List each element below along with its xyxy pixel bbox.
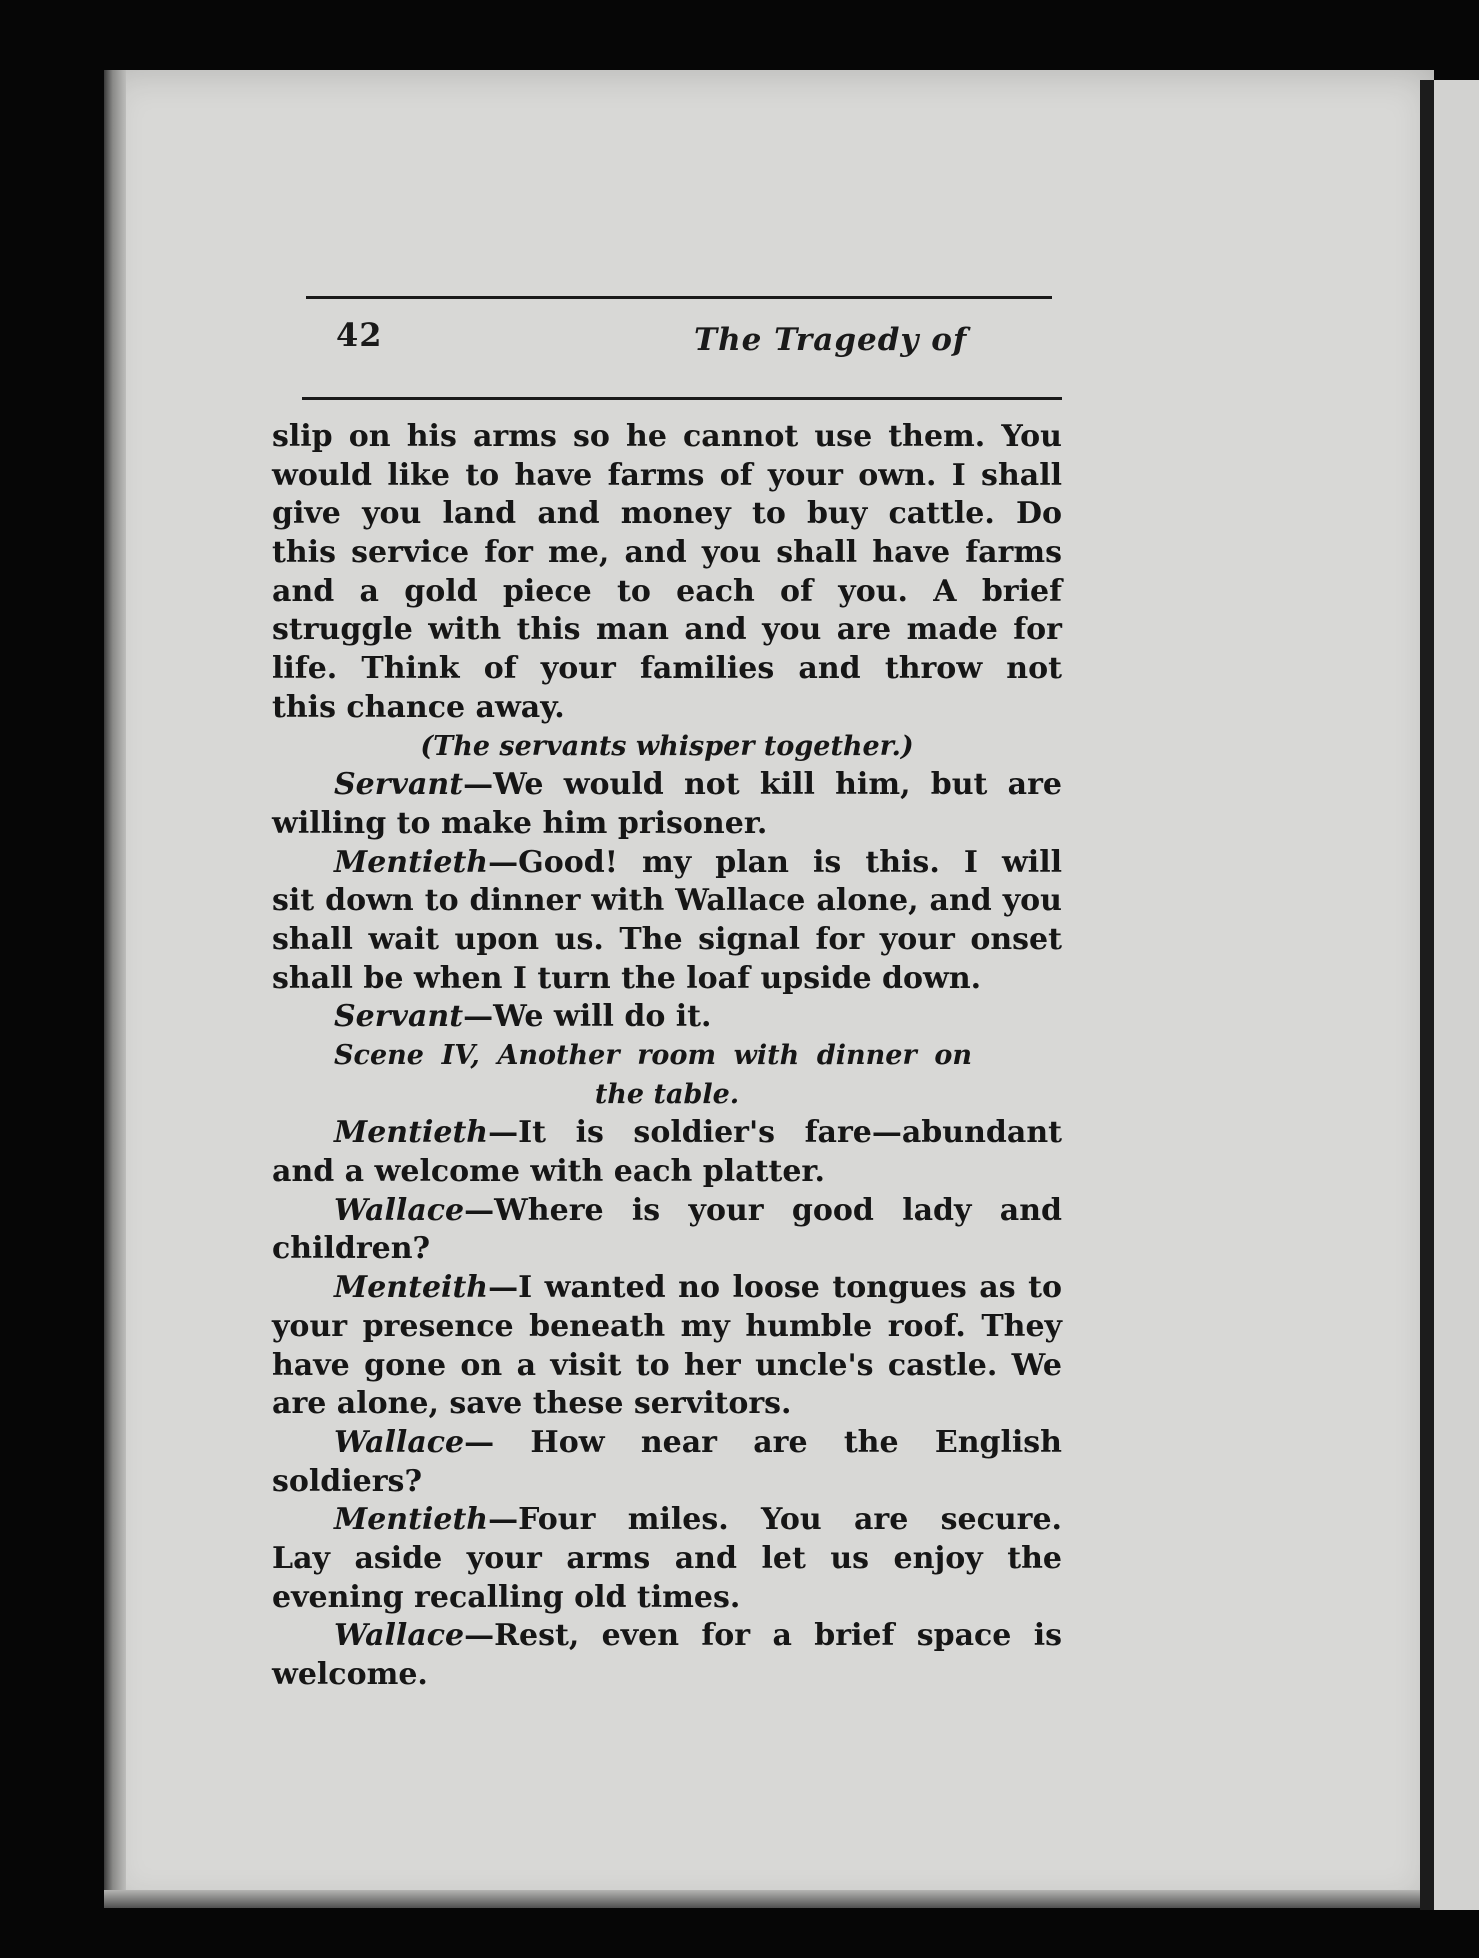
speaker-name: Wallace	[334, 1192, 465, 1228]
speech-line	[272, 1617, 1062, 1656]
text-line: Lay aside your arms and let us enjoy the	[272, 1540, 1062, 1576]
text-line: life. Think of your families and throw not	[272, 651, 1062, 687]
scene-heading: Scene IV, Another room with dinner on	[334, 1040, 972, 1071]
stage-direction: the table.	[594, 1078, 740, 1110]
page-left-edge	[104, 70, 126, 1908]
speaker-name: Wallace	[334, 1618, 465, 1654]
speaker-name: Servant	[334, 767, 464, 803]
speaker-name: Mentieth	[334, 844, 489, 880]
speaker-name: Menteith	[334, 1270, 489, 1306]
text-line: slip on his arms so he cannot use them. You	[272, 419, 1062, 454]
page-number: 42	[336, 316, 383, 354]
header-rule-bottom	[302, 397, 1062, 400]
text-line: have gone on a visit to her uncle's castle. We	[272, 1347, 1062, 1383]
text-line: this service for me, and you shall have farms	[272, 535, 1062, 571]
running-head: The Tragedy of	[694, 322, 968, 358]
speech-line	[272, 1192, 1062, 1231]
speech-text: —Good! my plan is this. I will	[488, 844, 1062, 880]
text-line: shall be when I turn the loaf upside down.	[272, 960, 982, 996]
text-line: children?	[272, 1231, 431, 1267]
speech-text: —Rest, even for a brief space is	[464, 1618, 1062, 1654]
book-binding-edge	[1420, 80, 1434, 1910]
text-line: give you land and money to buy cattle. Do	[272, 496, 1062, 532]
text-line: this chance away.	[272, 689, 565, 725]
speech-line	[272, 844, 1062, 883]
speaker-name: Servant	[334, 999, 464, 1035]
speech-line	[272, 1424, 1062, 1463]
speech-text: —Four miles. You are secure.	[488, 1502, 1062, 1538]
text-line: soldiers?	[272, 1463, 423, 1499]
text-line: and a welcome with each platter.	[272, 1154, 825, 1190]
speaker-name: Wallace	[334, 1424, 465, 1460]
text-line: evening recalling old times.	[272, 1579, 741, 1615]
text-line: and a gold piece to each of you. A brief	[272, 573, 1062, 609]
text-line: struggle with this man and you are made for	[272, 612, 1062, 648]
speech-text: —Where is your good lady and	[464, 1192, 1062, 1228]
speech-text: —We would not kill him, but are	[463, 767, 1062, 803]
speech-line	[272, 1501, 1062, 1540]
speaker-name: Mentieth	[334, 1502, 489, 1538]
speech-line	[272, 766, 1062, 805]
speech-line	[272, 1114, 1062, 1153]
speech-line	[272, 1269, 1062, 1308]
facing-page-strip	[1434, 80, 1479, 1910]
speech-text: —It is soldier's fare—abundant	[488, 1115, 1062, 1151]
text-line: are alone, save these servitors.	[272, 1386, 792, 1422]
text-line: willing to make him prisoner.	[272, 805, 768, 841]
text-line: your presence beneath my humble roof. They	[272, 1308, 1062, 1344]
text-line: would like to have farms of your own. I shall	[272, 457, 1062, 493]
speech-text: —We will do it.	[463, 999, 712, 1035]
stage-direction: (The servants whisper together.)	[420, 730, 914, 762]
header-rule-top	[306, 296, 1052, 299]
page-body-text	[272, 418, 1062, 1695]
page-bottom-edge	[104, 1890, 1434, 1908]
speech-line	[272, 998, 1062, 1037]
text-line: shall wait upon us. The signal for your onset	[272, 921, 1062, 957]
text-line: sit down to dinner with Wallace alone, and you	[272, 883, 1062, 919]
speaker-name: Mentieth	[334, 1115, 489, 1151]
text-line: welcome.	[272, 1657, 428, 1692]
speech-text: —I wanted no loose tongues as to	[488, 1270, 1062, 1306]
speech-text: — How near are the English	[464, 1424, 1062, 1460]
